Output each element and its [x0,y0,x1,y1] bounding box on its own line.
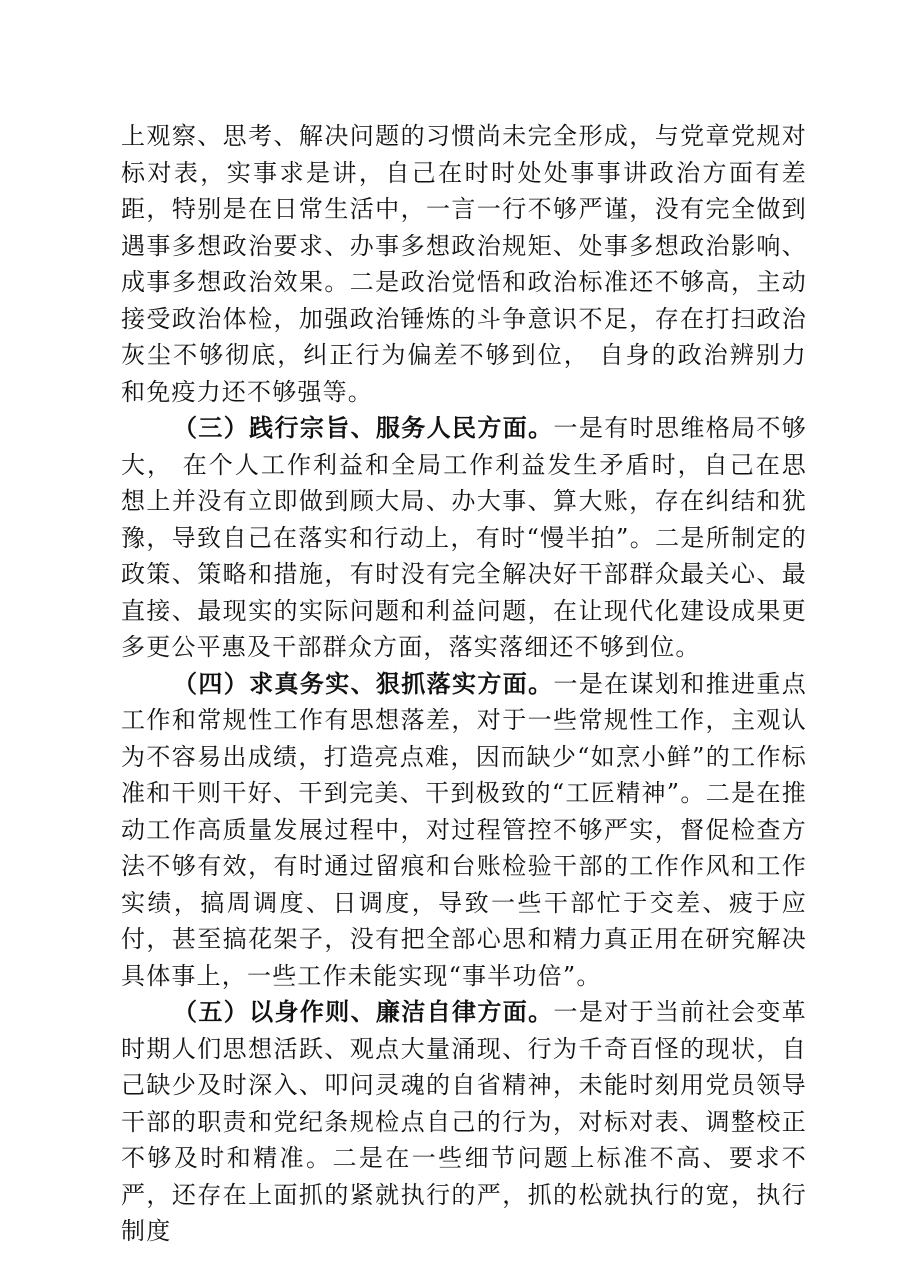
document-body [121,118,807,1250]
paragraph-continuation [121,118,807,410]
section-heading-4: （四）求真务实、狠抓落实方面。 [173,668,554,698]
paragraph-section-4 [121,666,807,995]
paragraph-text: 一是有时思维格局不够大， 在个人工作利益和全局工作利益发生矛盾时，自己在思想上并没有立即做到顾大局、办大事、算大账，存在纠结和犹豫，导致自己在落实和行动上，有时“慢半拍”。二是所制定的政策、策略和措施，有时没有完全解决好干部群众最关心、最直接、最现实的实际问题和利益问题，在让现代化建设成果更多更公平惠及干部群众方面，落实落细还不够到位。 [121,414,807,661]
section-heading-3: （三）践行宗旨、服务人民方面。 [173,413,554,442]
paragraph-text: 一是对于当前社会变革时期人们思想活跃、观点大量涌现、行为千奇百怪的现状，自己缺少及时深入、叩问灵魂的自省精神，未能时刻用党员领导干部的职责和党纪条规检点自己的行为，对标对表、调整校正不够及时和精准。二是在一些细节问题上标准不高、要求不严，还存在上面抓的紧就执行的严，抓的松就执行的宽，执行制度 [121,998,807,1245]
paragraph-text: 一是在谋划和推进重点工作和常规性工作有思想落差，对于一些常规性工作，主观认为不容易出成绩，打造亮点难，因而缺少“如烹小鲜”的工作标准和干则干好、干到完美、干到极致的“工匠精神”。二是在推动工作高质量发展过程中，对过程管控不够严实，督促检查方法不够有效，有时通过留痕和台账检验干部的工作作风和工作实绩，搞周调度、日调度，导致一些干部忙于交差、疲于应付，甚至搞花架子，没有把全部心思和精力真正用在研究解决具体事上，一些工作未能实现“事半功倍”。 [121,669,807,990]
paragraph-section-3 [121,410,807,666]
paragraph-section-5 [121,994,807,1250]
paragraph-text: 上观察、思考、解决问题的习惯尚未完全形成，与党章党规对标对表，实事求是讲，自己在时时处处事事讲政治方面有差距，特别是在日常生活中，一言一行不够严谨，没有完全做到遇事多想政治要求、办事多想政治规矩、处事多想政治影响、成事多想政治效果。二是政治觉悟和政治标准还不够高，主动接受政治体检，加强政治锤炼的斗争意识不足，存在打扫政治灰尘不够彻底，纠正行为偏差不够到位， 自身的政治辨别力和免疫力还不够强等。 [121,122,807,406]
section-heading-5: （五）以身作则、廉洁自律方面。 [173,997,554,1026]
